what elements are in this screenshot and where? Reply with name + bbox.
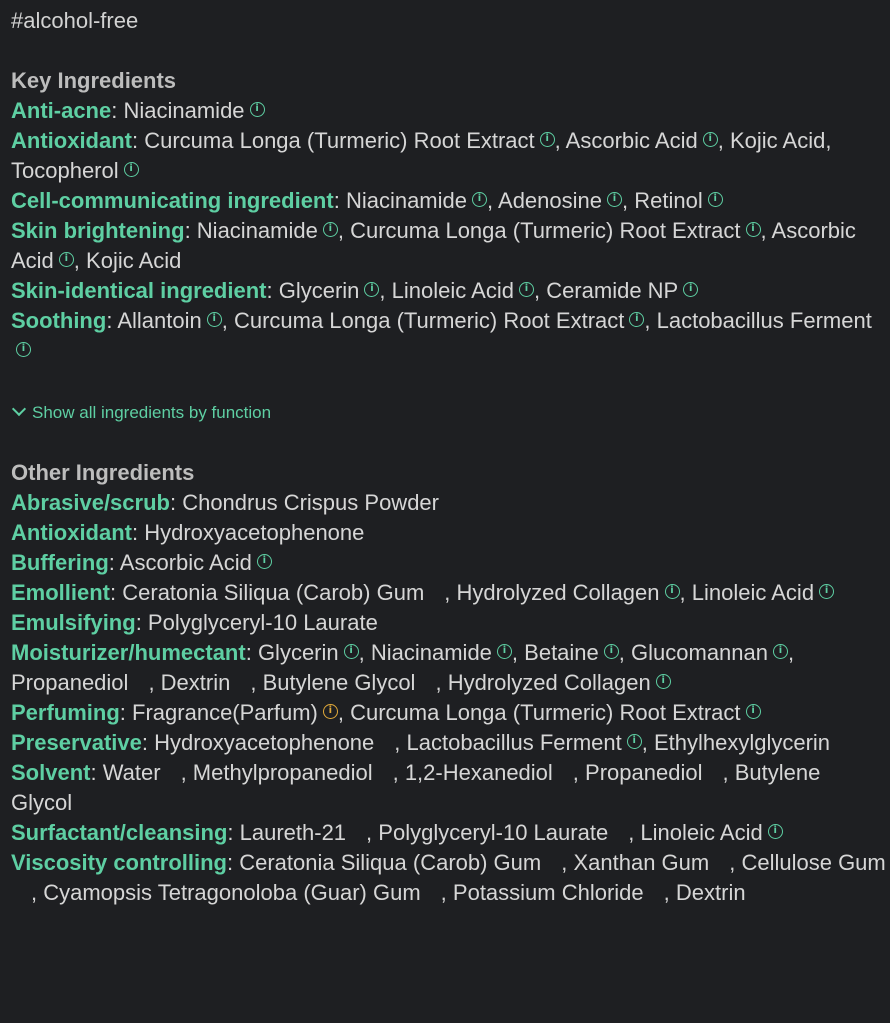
function-label[interactable]: Preservative [11, 730, 142, 755]
other-ingredients-list [11, 488, 887, 908]
separator: , [180, 760, 193, 785]
info-icon[interactable] [746, 222, 761, 237]
spacer [11, 366, 887, 396]
function-label[interactable]: Surfactant/cleansing [11, 820, 228, 845]
alcohol-free-tag: #alcohol-free [11, 8, 139, 33]
separator: , [444, 580, 457, 605]
function-row [11, 638, 887, 698]
info-icon[interactable] [207, 312, 222, 327]
ingredient-link[interactable]: Ascorbic Acid [119, 550, 252, 575]
function-label[interactable]: Abrasive/scrub [11, 490, 170, 515]
info-icon[interactable] [683, 282, 698, 297]
ingredient-link[interactable]: Cyamopsis Tetragonoloba (Guar) Gum [43, 880, 421, 905]
ingredient-link[interactable]: Ethylhexylglycerin [653, 730, 831, 755]
separator: , [572, 760, 586, 785]
warning-info-icon[interactable] [323, 704, 338, 719]
show-all-ingredients-toggle[interactable] [11, 398, 271, 428]
ingredient-link[interactable]: Glycerin [278, 278, 360, 303]
function-label[interactable]: Moisturizer/humectant [11, 640, 246, 665]
ingredient-link[interactable]: Dextrin [675, 880, 746, 905]
spacer [11, 428, 887, 458]
separator: , [628, 820, 641, 845]
function-row [11, 818, 887, 848]
info-icon[interactable] [59, 252, 74, 267]
function-label[interactable]: Skin brightening [11, 218, 185, 243]
ingredient-link[interactable]: Hydroxyacetophenone [154, 730, 375, 755]
separator: : [119, 700, 133, 725]
key-ingredients-heading: Key Ingredients [11, 68, 177, 93]
separator: , [392, 760, 405, 785]
chevron-down-icon [12, 402, 26, 416]
function-row [11, 126, 887, 186]
function-label[interactable]: Viscosity controlling [11, 850, 227, 875]
separator: , [366, 820, 379, 845]
function-label[interactable]: Soothing [11, 308, 107, 333]
ingredient-link[interactable]: Linoleic Acid [391, 278, 514, 303]
separator: : [266, 278, 279, 303]
ingredient-link[interactable]: Ascorbic Acid [565, 128, 698, 153]
function-row [11, 96, 887, 126]
ingredient-link[interactable]: Ascorbic Acid [11, 218, 856, 273]
ingredient-link[interactable]: Polyglyceryl-10 Laurate [378, 820, 609, 845]
separator: , [644, 308, 657, 333]
ingredient-link[interactable]: Hydrolyzed Collagen [456, 580, 660, 605]
ingredient-link[interactable]: Kojic Acid [729, 128, 826, 153]
ingredient-link[interactable]: Glycerin [257, 640, 339, 665]
separator: : [333, 188, 346, 213]
ingredient-link[interactable]: Ceratonia Siliqua (Carob) Gum [122, 580, 425, 605]
info-icon[interactable] [627, 734, 642, 749]
separator: , [561, 850, 574, 875]
ingredient-link[interactable]: Tocopherol [11, 158, 119, 183]
separator: , [435, 670, 448, 695]
separator: : [90, 760, 103, 785]
function-row [11, 608, 887, 638]
ingredient-link[interactable]: Lactobacillus Ferment [406, 730, 622, 755]
ingredient-link[interactable]: Betaine [524, 640, 599, 665]
ingredient-link[interactable]: Curcuma Longa (Turmeric) Root Extract [350, 700, 741, 725]
ingredient-link[interactable]: Dextrin [160, 670, 231, 695]
separator: , [221, 308, 234, 333]
info-icon[interactable] [364, 282, 379, 297]
separator: : [132, 520, 145, 545]
separator: , [788, 640, 795, 665]
info-icon[interactable] [703, 132, 718, 147]
info-icon[interactable] [746, 704, 761, 719]
ingredient-link[interactable]: Chondrus Crispus Powder [182, 490, 439, 515]
separator: , [440, 880, 453, 905]
function-label[interactable]: Emollient [11, 580, 111, 605]
ingredient-link[interactable]: Polyglyceryl-10 Laurate [147, 610, 378, 635]
ingredients-panel [11, 6, 887, 908]
separator: , [717, 128, 730, 153]
info-icon[interactable] [708, 192, 723, 207]
separator: , [250, 670, 263, 695]
separator: , [729, 850, 742, 875]
separator: , [148, 670, 161, 695]
key-ingredients-list [11, 96, 887, 366]
info-icon[interactable] [124, 162, 139, 177]
function-label[interactable]: Anti-acne [11, 98, 112, 123]
separator: : [141, 730, 155, 755]
ingredient-link[interactable]: Curcuma Longa (Turmeric) Root Extract [144, 128, 535, 153]
ingredient-link[interactable]: Lactobacillus Ferment [656, 308, 872, 333]
ingredient-link[interactable]: Curcuma Longa (Turmeric) Root Extract [350, 218, 741, 243]
info-icon[interactable] [819, 584, 834, 599]
ingredient-link[interactable]: Curcuma Longa (Turmeric) Root Extract [233, 308, 625, 333]
separator: : [245, 640, 258, 665]
function-row [11, 518, 887, 548]
ingredient-link[interactable]: Ceramide NP [546, 278, 679, 303]
separator: , [533, 278, 547, 303]
separator: : [169, 490, 183, 515]
ingredient-link[interactable]: Butylene Glycol [262, 670, 416, 695]
function-label[interactable]: Emulsifying [11, 610, 136, 635]
separator: : [135, 610, 148, 635]
function-row [11, 698, 887, 728]
function-label[interactable]: Antioxidant [11, 520, 132, 545]
function-row [11, 578, 887, 608]
ingredient-link[interactable]: Linoleic Acid [640, 820, 763, 845]
ingredient-link[interactable]: Potassium Chloride [452, 880, 644, 905]
separator: : [132, 128, 145, 153]
separator: , [663, 880, 676, 905]
separator: , [337, 700, 351, 725]
ingredient-link[interactable]: Niacinamide [123, 98, 245, 123]
ingredient-link[interactable]: Niacinamide [196, 218, 318, 243]
function-label[interactable]: Perfuming [11, 700, 120, 725]
ingredient-link[interactable]: Linoleic Acid [691, 580, 815, 605]
function-label[interactable]: Buffering [11, 550, 109, 575]
separator: : [110, 580, 123, 605]
info-icon[interactable] [16, 342, 31, 357]
info-icon[interactable] [519, 282, 534, 297]
function-row [11, 488, 887, 518]
separator: , [825, 128, 832, 153]
ingredient-link[interactable]: Niacinamide [370, 640, 492, 665]
info-icon[interactable] [540, 132, 555, 147]
separator: , [31, 880, 44, 905]
separator: , [358, 640, 371, 665]
info-icon[interactable] [665, 584, 680, 599]
ingredient-link[interactable]: Hydrolyzed Collagen [447, 670, 651, 695]
function-row [11, 276, 887, 306]
separator: : [226, 850, 240, 875]
ingredient-link[interactable]: Cellulose Gum [741, 850, 886, 875]
info-icon[interactable] [773, 644, 788, 659]
ingredient-link[interactable]: Fragrance(Parfum) [132, 700, 318, 725]
show-all-label: Show all ingredients by function [32, 403, 272, 422]
ingredient-link[interactable]: Laureth-21 [239, 820, 347, 845]
function-row [11, 548, 887, 578]
separator: , [511, 640, 525, 665]
separator: , [487, 188, 499, 213]
ingredient-link[interactable]: Ceratonia Siliqua (Carob) Gum [239, 850, 542, 875]
info-icon[interactable] [607, 192, 622, 207]
ingredient-link[interactable]: Hydroxyacetophenone [144, 520, 365, 545]
info-icon[interactable] [656, 674, 671, 689]
info-icon[interactable] [768, 824, 783, 839]
separator: , [379, 278, 392, 303]
spacer [11, 36, 887, 66]
function-label[interactable]: Skin-identical ingredient [11, 278, 267, 303]
separator: , [622, 188, 635, 213]
info-icon[interactable] [629, 312, 644, 327]
separator: , [394, 730, 407, 755]
ingredient-link[interactable]: Methylpropanediol [192, 760, 373, 785]
separator: , [679, 580, 692, 605]
info-icon[interactable] [344, 644, 359, 659]
function-row [11, 758, 887, 818]
ingredient-link[interactable]: Allantoin [117, 308, 202, 333]
separator: : [184, 218, 197, 243]
separator: , [722, 760, 735, 785]
function-label[interactable]: Antioxidant [11, 128, 132, 153]
info-icon[interactable] [323, 222, 338, 237]
separator: , [760, 218, 772, 243]
function-row [11, 306, 887, 366]
separator: , [641, 730, 654, 755]
ingredient-link[interactable]: 1,2-Hexanediol [404, 760, 553, 785]
separator: , [337, 218, 351, 243]
separator: : [227, 820, 240, 845]
ingredient-link[interactable]: Retinol [634, 188, 703, 213]
ingredient-link[interactable]: Niacinamide [345, 188, 467, 213]
other-ingredients-heading: Other Ingredients [11, 460, 195, 485]
separator: : [111, 98, 124, 123]
info-icon[interactable] [257, 554, 272, 569]
ingredient-link[interactable]: Butylene Glycol [11, 760, 821, 815]
ingredient-link[interactable]: Kojic Acid [86, 248, 182, 273]
ingredient-link[interactable]: Propanediol [11, 670, 129, 695]
function-row [11, 728, 887, 758]
function-row [11, 848, 887, 908]
separator: , [554, 128, 566, 153]
ingredient-link[interactable]: Xanthan Gum [573, 850, 710, 875]
ingredient-link[interactable]: Water [102, 760, 161, 785]
function-label[interactable]: Solvent [11, 760, 91, 785]
function-row [11, 186, 887, 216]
separator: , [618, 640, 632, 665]
function-row [11, 216, 887, 276]
ingredient-link[interactable]: Glucomannan [631, 640, 768, 665]
info-icon[interactable] [250, 102, 265, 117]
info-icon[interactable] [497, 644, 512, 659]
info-icon[interactable] [604, 644, 619, 659]
ingredient-link[interactable]: Adenosine [498, 188, 602, 213]
separator: , [73, 248, 87, 273]
ingredient-link[interactable]: Propanediol [585, 760, 703, 785]
function-label[interactable]: Cell-communicating ingredient [11, 188, 334, 213]
info-icon[interactable] [472, 192, 487, 207]
separator: : [108, 550, 120, 575]
separator: : [106, 308, 118, 333]
